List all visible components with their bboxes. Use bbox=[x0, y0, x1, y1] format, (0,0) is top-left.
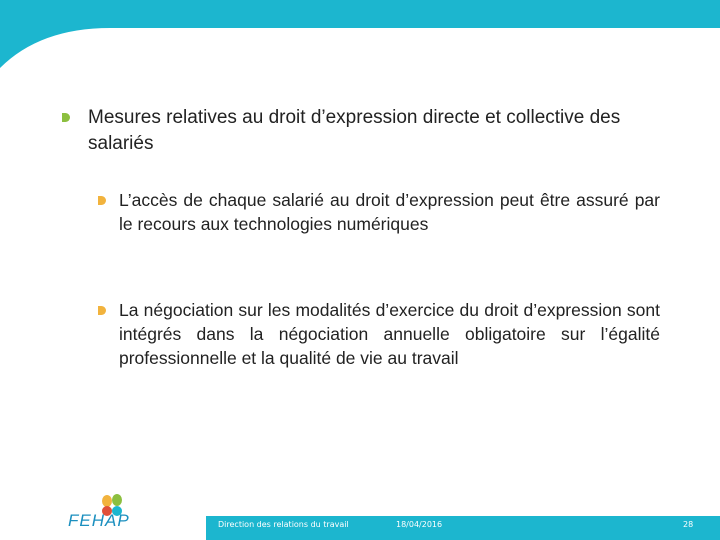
bullet-marker-orange bbox=[98, 306, 106, 315]
bullet-marker-orange bbox=[98, 196, 106, 205]
bullet-marker-green bbox=[62, 113, 70, 122]
header-swoosh bbox=[0, 0, 720, 110]
page-number: 28 bbox=[683, 520, 694, 529]
sub-bullet-text-2: La négociation sur les modalités d’exercice du droit d’expression sont intégrés dans la négociation annuelle obligatoire sur l’égalité professionnelle et la qualité de vie au travail bbox=[119, 300, 660, 368]
footer-department: Direction des relations du travail bbox=[218, 520, 349, 529]
bullet-level2-2 bbox=[98, 298, 660, 370]
fehap-logo-text: FEHAP bbox=[68, 511, 130, 530]
sub-bullet-text-1: L’accès de chaque salarié au droit d’expression peut être assuré par le recours aux technologies numériques bbox=[119, 190, 660, 234]
main-bullet-text: Mesures relatives au droit d’expression directe et collective des salariés bbox=[88, 107, 621, 154]
bullet-level1 bbox=[62, 105, 672, 157]
bullet-level2-1 bbox=[98, 188, 660, 236]
footer-date: 18/04/2016 bbox=[396, 520, 443, 529]
